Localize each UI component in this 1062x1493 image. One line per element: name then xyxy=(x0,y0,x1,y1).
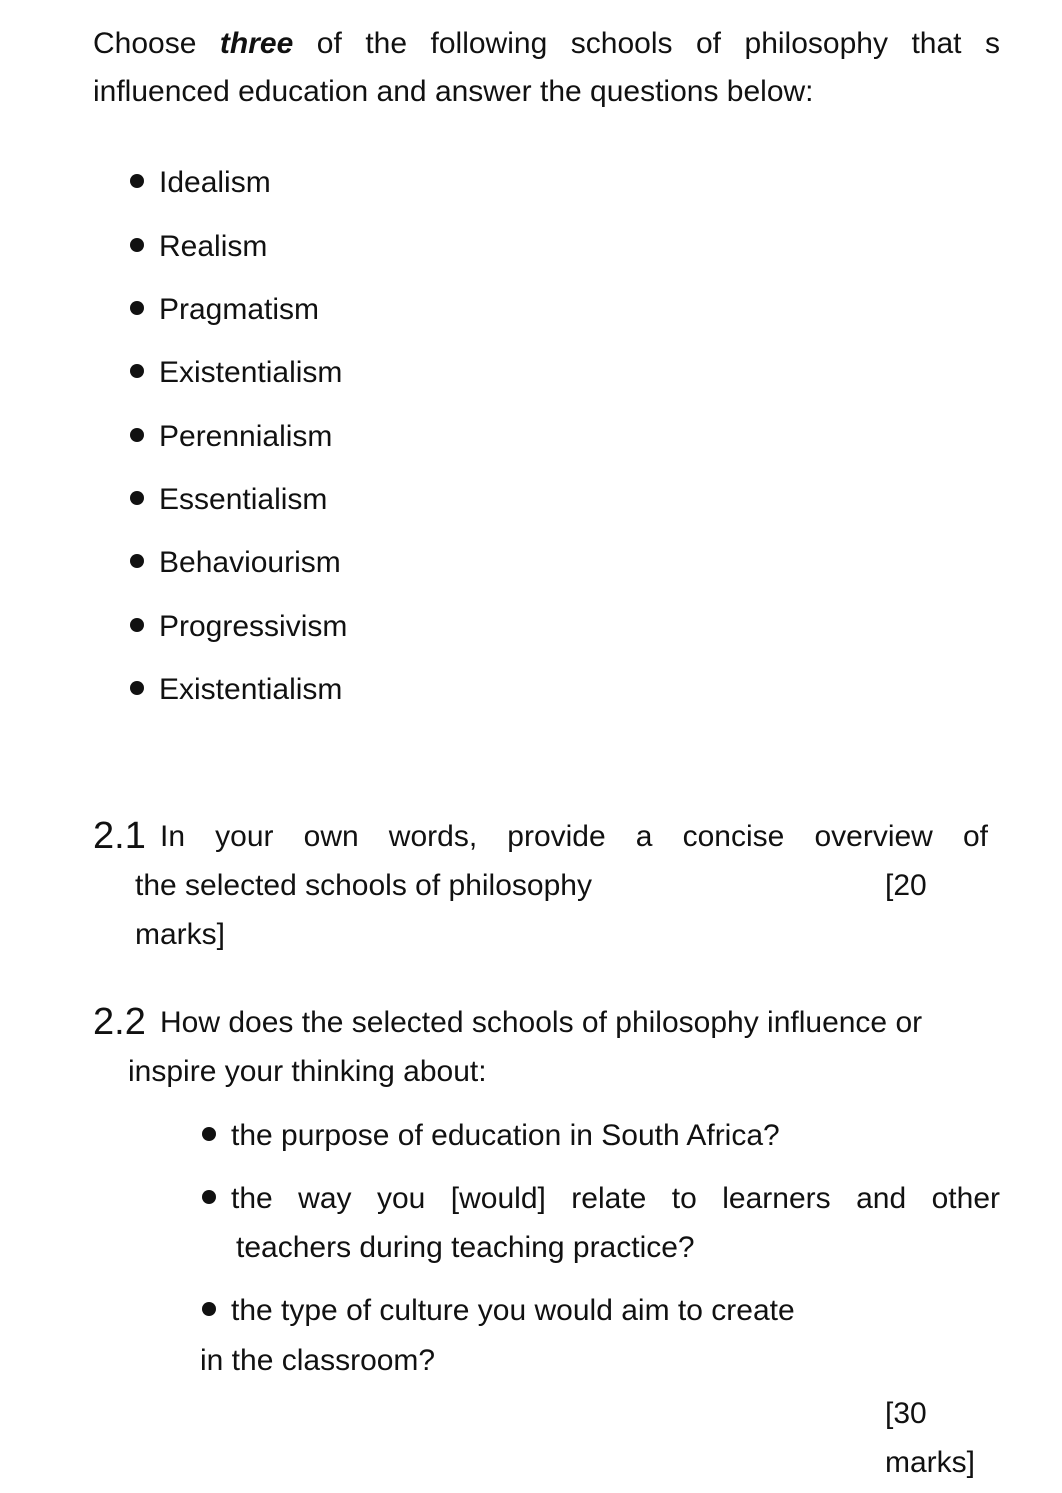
list-item xyxy=(130,482,327,518)
bullet-icon xyxy=(130,491,144,505)
bullet-icon xyxy=(130,174,144,188)
question-number: 2.1 xyxy=(93,815,146,857)
question-text-line-1: In your own words, provide a concise overview of xyxy=(160,820,988,853)
bullet-icon xyxy=(130,364,144,378)
bullet-icon xyxy=(130,428,144,442)
list-item xyxy=(202,1181,1000,1217)
school-label: Essentialism xyxy=(159,483,328,516)
bullet-icon xyxy=(130,554,144,568)
intro-line-2: influenced education and answer the questions below: xyxy=(93,75,814,108)
school-label: Existentialism xyxy=(159,356,343,389)
school-label: Perennialism xyxy=(159,420,333,453)
question-text-line-1: How does the selected schools of philosophy influence or xyxy=(160,1006,923,1039)
sub-question-continued: teachers during teaching practice? xyxy=(236,1231,695,1264)
school-label: Pragmatism xyxy=(159,293,320,326)
school-label: Existentialism xyxy=(159,673,343,706)
bullet-icon xyxy=(202,1302,216,1316)
list-item xyxy=(202,1118,780,1154)
school-label: Idealism xyxy=(159,166,271,199)
marks-label: [30 xyxy=(885,1397,927,1430)
marks-label: [20 xyxy=(885,869,927,902)
list-item xyxy=(130,229,267,265)
bullet-icon xyxy=(130,238,144,252)
list-item xyxy=(202,1293,795,1329)
list-item xyxy=(130,292,319,328)
question-number: 2.2 xyxy=(93,1001,146,1043)
intro-rest: of the following schools of philosophy that s xyxy=(316,27,1000,60)
sub-question: the type of culture you would aim to create xyxy=(231,1294,795,1327)
list-item xyxy=(130,545,341,581)
sub-question: the way you [would] relate to learners and other xyxy=(231,1182,1000,1215)
sub-question-continued: in the classroom? xyxy=(200,1344,436,1377)
intro-line-1 xyxy=(93,26,1000,62)
bullet-icon xyxy=(130,618,144,632)
marks-label-close: marks] xyxy=(135,918,225,951)
intro-emphasis: three xyxy=(219,27,294,60)
school-label: Behaviourism xyxy=(159,546,341,579)
bullet-icon xyxy=(202,1127,216,1141)
list-item xyxy=(130,609,347,645)
bullet-icon xyxy=(202,1190,216,1204)
question-text-line-2: the selected schools of philosophy xyxy=(135,869,592,902)
question-text-line-2: inspire your thinking about: xyxy=(128,1055,487,1088)
list-item xyxy=(130,165,271,201)
marks-label-close: marks] xyxy=(885,1446,975,1479)
school-label: Progressivism xyxy=(159,610,348,643)
list-item xyxy=(130,355,342,391)
school-label: Realism xyxy=(159,230,268,263)
bullet-icon xyxy=(130,681,144,695)
list-item xyxy=(130,419,332,455)
bullet-icon xyxy=(130,301,144,315)
sub-question: the purpose of education in South Africa? xyxy=(231,1119,780,1152)
list-item xyxy=(130,672,342,708)
intro-choose: Choose xyxy=(93,27,197,60)
